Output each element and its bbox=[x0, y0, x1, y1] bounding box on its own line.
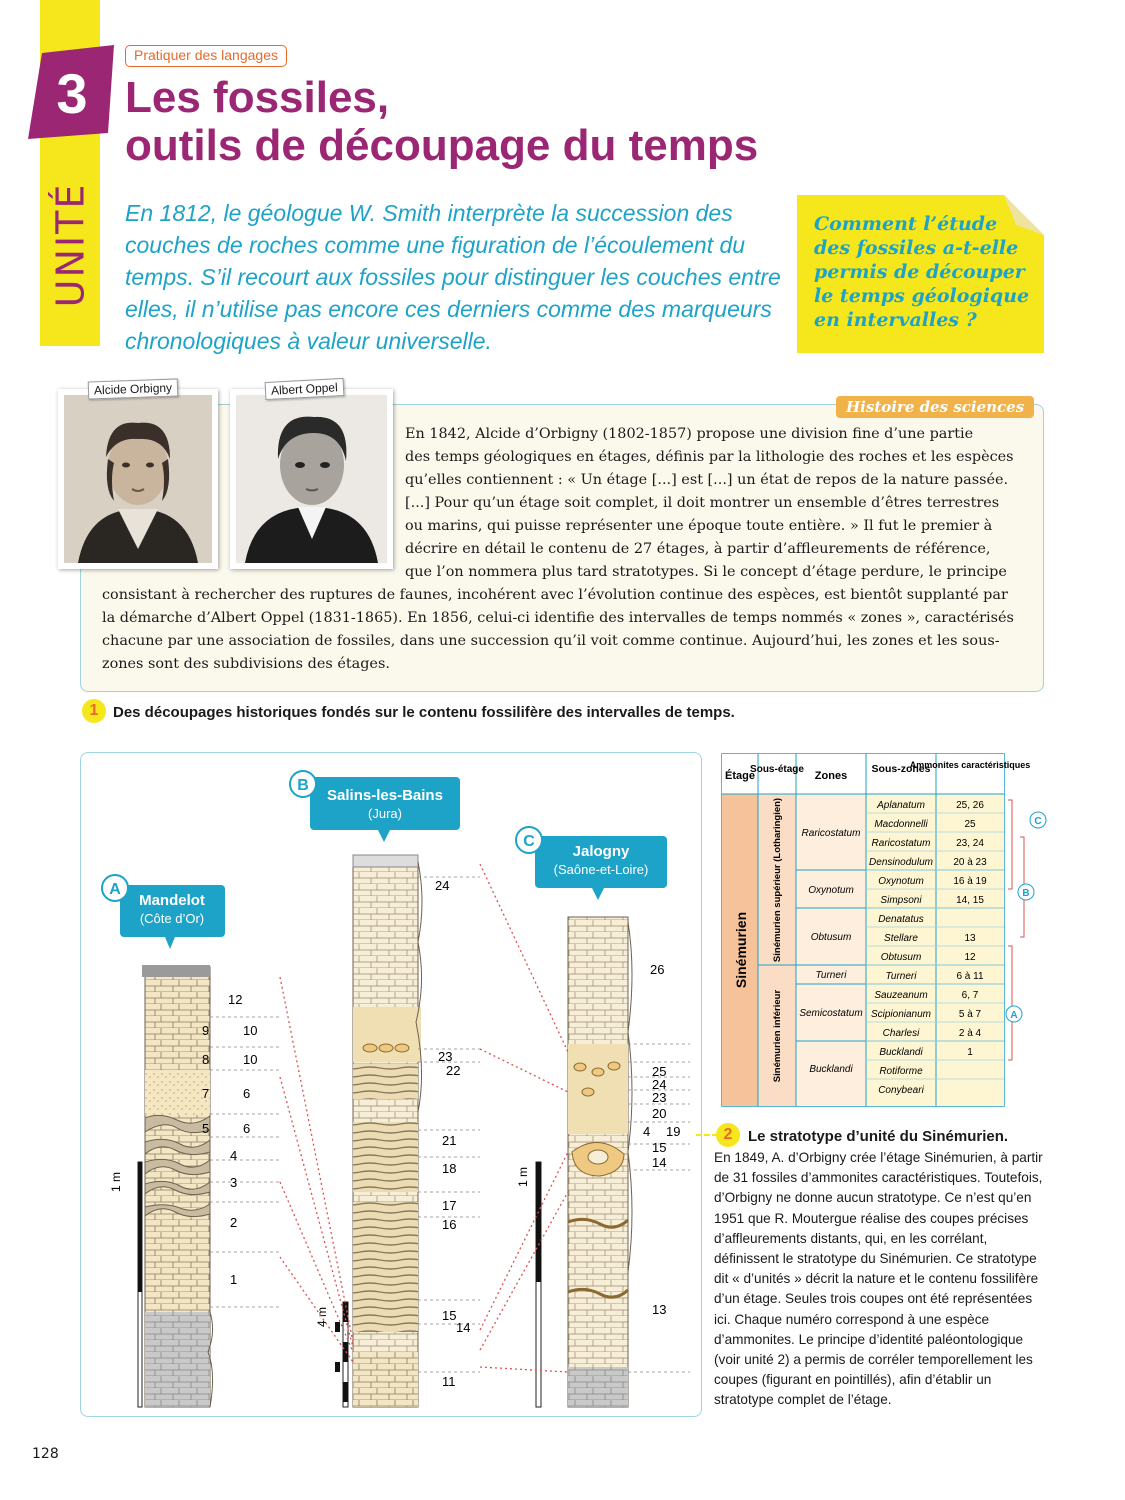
table-cell-ammonites: 16 à 19 bbox=[953, 876, 987, 887]
table-cell-ammonites: 25 bbox=[964, 819, 976, 830]
unit-number-badge bbox=[28, 45, 118, 140]
label-bubble-c bbox=[516, 827, 667, 900]
layer-label: 16 bbox=[442, 1217, 457, 1232]
table-header: Sous-zones bbox=[871, 763, 931, 775]
doc2-title: Le stratotype d’unité du Sinémurien. bbox=[748, 1128, 1009, 1145]
page-fold-decoration bbox=[1004, 195, 1044, 235]
doc1-number: 1 bbox=[82, 699, 106, 723]
layer-label: 22 bbox=[446, 1063, 461, 1078]
table-header: Sous-étage bbox=[750, 764, 804, 775]
zone-label: Raricostatum bbox=[801, 828, 861, 839]
table-cell-souszone: Rotiforme bbox=[879, 1066, 923, 1077]
layer-label: 19 bbox=[666, 1124, 681, 1139]
zone-label: Oxynotum bbox=[808, 885, 854, 896]
table-cell-souszone: Turneri bbox=[885, 971, 917, 982]
table-cell-ammonites: 6, 7 bbox=[961, 990, 979, 1001]
table-cell-ammonites: 1 bbox=[967, 1047, 973, 1058]
bracket-badge-b bbox=[1018, 884, 1034, 900]
stratigraphic-sections bbox=[80, 752, 702, 1417]
table-cell-ammonites: 6 à 11 bbox=[956, 971, 984, 982]
layer-label: 6 bbox=[243, 1121, 251, 1136]
history-text-wide: consistant à rechercher des ruptures de faunes, incohérent avec l’évolution continue des espèces, est bientôt supplanté par la démarche d’Albert Oppel (1831-1865). En 1856, celui-ci identifie des intervalles de temps nommés « zones », caractérisés chacune par une association de fossiles, dans une succession qu’il voit comme continue. Aujourd’hui, les zones et les sous- zones sont des subdivisions des étages. bbox=[102, 587, 1014, 672]
section-name-a: Mandelot bbox=[139, 892, 205, 909]
table-cell-souszone: Conybeari bbox=[878, 1085, 924, 1096]
column-b bbox=[315, 855, 480, 1407]
doc2-text: En 1849, A. d’Orbigny crée l’étage Sinémurien, à partir de 31 fossiles d’ammonites caractéristiques. Toutefois, d’Orbigny ne donne aucun stratotype. Ce n’est qu’en 1951 que R. Moutergue réalise des coupes précises d’affleurements distants, qui, en les corrélant, définissent le stratotype du Sinémurien. Ce stratotype dit « d’unités » décrit la nature et le contenu fossilifère d’un étage. Seules trois coupes ont été représentées ici. Chaque numéro correspond à une espèce d’ammonites. Le principe d’identité paléontologique (voir unité 2) a permis de corréler temporellement les coupes (figurant en pointillés), afin d’établir un stratotype complet de l’étage. bbox=[714, 1150, 1043, 1408]
layer-label: 4 bbox=[643, 1124, 651, 1139]
layer-label: 24 bbox=[435, 878, 450, 893]
doc1-caption: Des découpages historiques fondés sur le contenu fossilifère des intervalles de temps. bbox=[113, 704, 735, 721]
table-cell-ammonites: 2 à 4 bbox=[958, 1028, 982, 1039]
layer-label: 20 bbox=[652, 1106, 667, 1121]
portrait-oppel bbox=[230, 389, 393, 569]
layer-label: 17 bbox=[442, 1198, 457, 1213]
section-letter-b: B bbox=[297, 777, 309, 794]
scale-label-b: 4 m bbox=[315, 1306, 329, 1328]
layer-label: 14 bbox=[652, 1155, 667, 1170]
doc2-number: 2 bbox=[716, 1123, 740, 1147]
layer-label: 14 bbox=[456, 1320, 471, 1335]
layer-label: 25 bbox=[652, 1064, 667, 1079]
sous-etage-sup: Sinémurien supérieur (Lotharingien) bbox=[772, 797, 783, 963]
section-region-b: (Jura) bbox=[368, 806, 402, 821]
unit-label: UNITÉ bbox=[48, 182, 93, 308]
svg-text:A: A bbox=[1010, 1010, 1018, 1021]
table-header: Étage bbox=[725, 770, 755, 782]
table-cell-souszone: Oxynotum bbox=[878, 876, 924, 887]
layer-label: 4 bbox=[230, 1148, 238, 1163]
layer-label: 6 bbox=[243, 1086, 251, 1101]
layer-label: 15 bbox=[652, 1140, 667, 1155]
layer-label: 9 bbox=[202, 1023, 210, 1038]
scale-label-a: 1 m bbox=[109, 1171, 123, 1193]
photo-orbigny bbox=[58, 389, 218, 569]
photo-oppel bbox=[230, 389, 393, 569]
zone-label: Bucklandi bbox=[809, 1064, 853, 1075]
zone-label: Obtusum bbox=[810, 932, 852, 943]
layer-label: 10 bbox=[243, 1052, 258, 1067]
table-cell-souszone: Macdonnelli bbox=[874, 819, 928, 830]
table-cell-souszone: Stellare bbox=[884, 933, 918, 944]
unit-number: 3 bbox=[56, 62, 88, 125]
etage-label: Sinémurien bbox=[733, 911, 749, 989]
zone-label: Turneri bbox=[815, 970, 847, 981]
label-bubble-a bbox=[102, 875, 225, 949]
history-text-narrow: En 1842, Alcide d’Orbigny (1802-1857) propose une division fine d’une partie des temps géologiques en étages, définis par la lithologie des roches et les espèces qu’elles contiennent : « Un étage [...] est [...] un état de repos de la nature passée. [...] Pour qu’un étage soit complet, il doit montrer un ensemble d’êtres terrestres ou marins, qui puisse représenter une époque toute entière. » Il fut le premier à décrire en détail le contenu de 27 étages, à partir d’affleurements de référence, que l’on nommera plus tard stratotypes. Si le concept d’étage perdure, le principe bbox=[405, 426, 1014, 580]
scale-label-c: 1 m bbox=[516, 1166, 530, 1188]
bracket-badge-a bbox=[1006, 1006, 1022, 1022]
layer-label: 24 bbox=[652, 1077, 667, 1092]
page-number: 128 bbox=[32, 1446, 59, 1462]
table-header: Ammonites caractéristiques bbox=[909, 760, 1031, 770]
sous-etage-inf: Sinémurien inférieur bbox=[772, 989, 783, 1083]
table-cell-souszone: Bucklandi bbox=[879, 1047, 923, 1058]
layer-label: 21 bbox=[442, 1133, 457, 1148]
layer-label: 1 bbox=[230, 1272, 238, 1287]
page-title: Les fossiles, outils de découpage du temps bbox=[125, 73, 759, 170]
table-cell-ammonites: 20 à 23 bbox=[953, 857, 987, 868]
section-letter-a: A bbox=[109, 881, 121, 898]
table-cell-ammonites: 23, 24 bbox=[956, 838, 984, 849]
history-tag: Histoire des sciences bbox=[836, 396, 1034, 418]
question-text: Comment l’étude des fossiles a-t-elle permis de découper le temps géologique en intervalles ? bbox=[814, 213, 1030, 331]
section-name-b: Salins-les-Bains bbox=[327, 787, 443, 804]
layer-label: 23 bbox=[652, 1090, 667, 1105]
table-header: Zones bbox=[814, 770, 848, 782]
svg-text:B: B bbox=[1022, 888, 1030, 899]
sinemurien-table bbox=[720, 752, 1040, 1112]
table-cell-souszone: Densinodulum bbox=[869, 857, 933, 868]
layer-label: 5 bbox=[202, 1121, 210, 1136]
layer-label: 11 bbox=[442, 1374, 456, 1389]
label-bubble-b bbox=[290, 771, 460, 842]
bracket-badge-c bbox=[1030, 812, 1046, 828]
table-cell-souszone: Sauzeanum bbox=[874, 990, 928, 1001]
table-cell-ammonites: 14, 15 bbox=[956, 895, 984, 906]
correlation-lines bbox=[280, 864, 568, 1372]
table-cell-souszone: Obtusum bbox=[880, 952, 922, 963]
section-region-a: (Côte d’Or) bbox=[139, 911, 205, 926]
layer-label: 13 bbox=[652, 1302, 667, 1317]
layer-label: 10 bbox=[243, 1023, 258, 1038]
intro-paragraph: En 1812, le géologue W. Smith interprète la succession des couches de roches comme une figuration de l’écoulement du temps. S’il recourt aux fossiles pour distinguer les couches entre elles, il n’utilise pas encore ces derniers comme des marqueurs chronologiques à valeur universelle. bbox=[125, 200, 781, 354]
layer-label: 23 bbox=[438, 1049, 453, 1064]
zone-label: Semicostatum bbox=[799, 1008, 863, 1019]
table-cell-ammonites: 25, 26 bbox=[956, 800, 984, 811]
scale-b bbox=[335, 1302, 348, 1407]
table-cell-souszone: Simpsoni bbox=[880, 895, 922, 906]
language-tag: Pratiquer des langages bbox=[125, 45, 287, 67]
photo-label-orbigny: Alcide Orbigny bbox=[88, 378, 179, 399]
layer-label: 15 bbox=[442, 1308, 457, 1323]
table-cell-ammonites: 5 à 7 bbox=[958, 1009, 982, 1020]
svg-text:C: C bbox=[1034, 816, 1042, 827]
column-a bbox=[109, 965, 280, 1407]
layer-label: 3 bbox=[230, 1175, 238, 1190]
section-letter-c: C bbox=[523, 833, 535, 850]
portrait-orbigny bbox=[58, 389, 218, 569]
layer-label: 26 bbox=[650, 962, 665, 977]
table-cell-souszone: Denatatus bbox=[878, 914, 924, 925]
doc2-connector bbox=[696, 1134, 718, 1136]
layer-label: 12 bbox=[228, 992, 243, 1007]
layer-label: 2 bbox=[230, 1215, 238, 1230]
section-region-c: (Saône-et-Loire) bbox=[553, 862, 649, 877]
table-cell-souszone: Charlesi bbox=[882, 1028, 920, 1039]
table-cell-souszone: Raricostatum bbox=[871, 838, 931, 849]
table-cell-ammonites: 13 bbox=[964, 933, 976, 944]
layer-label: 8 bbox=[202, 1052, 210, 1067]
column-c bbox=[516, 917, 690, 1407]
section-name-c: Jalogny bbox=[572, 843, 630, 860]
layer-label: 18 bbox=[442, 1161, 457, 1176]
layer-label: 7 bbox=[202, 1086, 210, 1101]
table-cell-souszone: Scipionianum bbox=[870, 1009, 932, 1020]
table-cell-ammonites: 12 bbox=[964, 952, 976, 963]
photo-label-oppel: Albert Oppel bbox=[265, 378, 345, 400]
table-cell-souszone: Aplanatum bbox=[877, 800, 925, 811]
